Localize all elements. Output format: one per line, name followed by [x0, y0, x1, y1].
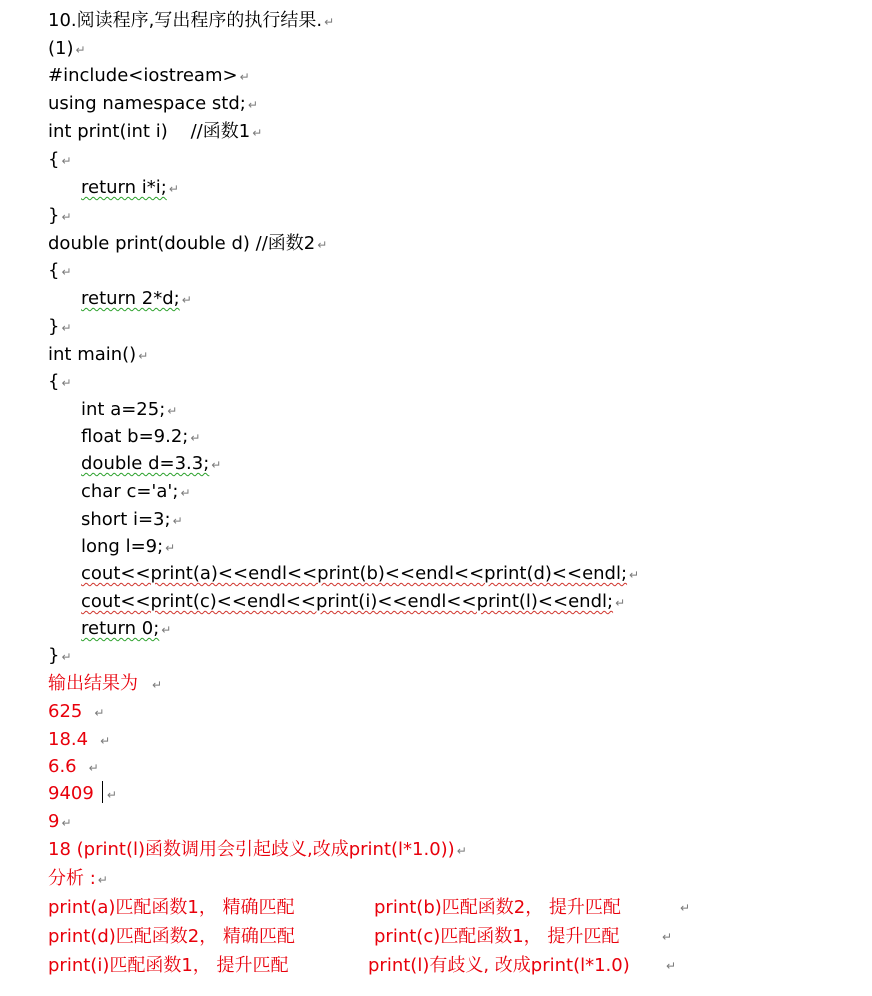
- code-line-10: } ↵: [48, 316, 72, 337]
- code-line-4: { ↵: [48, 149, 72, 170]
- output-heading: 输出结果为 ↵: [48, 673, 163, 694]
- code-line-15: double d=3.3; ↵: [81, 453, 222, 474]
- code-line-12: { ↵: [48, 371, 72, 392]
- code-line-19: cout<<print(a)<<endl<<print(b)<<endl<<print(d)<<endl; ↵: [81, 563, 640, 584]
- code-line-21: return 0; ↵: [81, 618, 172, 639]
- analysis-heading: 分析 : ↵: [48, 868, 108, 889]
- code-line-6: } ↵: [48, 205, 72, 226]
- output-result-4[interactable]: 9409 ↵: [48, 783, 117, 804]
- code-line-22: } ↵: [48, 645, 72, 666]
- output-result-1: 625 ↵: [48, 701, 105, 722]
- code-line-2: using namespace std; ↵: [48, 93, 258, 114]
- question-title: 10.阅读程序,写出程序的执行结果. ↵: [48, 10, 335, 31]
- code-line-18: long l=9; ↵: [81, 536, 176, 557]
- code-line-7: double print(double d) //函数2 ↵: [48, 233, 328, 254]
- code-line-20: cout<<print(c)<<endl<<print(i)<<endl<<print(l)<<endl; ↵: [81, 591, 626, 612]
- code-line-1: #include<iostream> ↵: [48, 65, 250, 86]
- analysis-row-3: print(i)匹配函数1， 提升匹配 print(l)有歧义, 改成print(l*1.0) ↵: [48, 955, 677, 976]
- paragraph-mark: ↵: [324, 15, 335, 29]
- output-result-6: 18 (print(l)函数调用会引起歧义,改成print(l*1.0)) ↵: [48, 839, 467, 860]
- code-line-8: { ↵: [48, 260, 72, 281]
- output-result-2: 18.4 ↵: [48, 729, 111, 750]
- code-line-11: int main() ↵: [48, 344, 149, 365]
- sub-question-label: (1) ↵: [48, 38, 86, 59]
- code-line-3: int print(int i) //函数1 ↵: [48, 121, 263, 142]
- analysis-row-2: print(d)匹配函数2， 精确匹配 print(c)匹配函数1， 提升匹配 ↵: [48, 926, 673, 947]
- analysis-row-1: print(a)匹配函数1， 精确匹配 print(b)匹配函数2， 提升匹配 ↵: [48, 897, 691, 918]
- code-line-17: short i=3; ↵: [81, 509, 183, 530]
- code-line-14: float b=9.2; ↵: [81, 426, 201, 447]
- text-cursor: [102, 781, 103, 803]
- output-result-3: 6.6 ↵: [48, 756, 99, 777]
- code-line-16: char c='a'; ↵: [81, 481, 191, 502]
- code-line-5: return i*i; ↵: [81, 177, 179, 198]
- code-line-9: return 2*d; ↵: [81, 288, 192, 309]
- code-line-13: int a=25; ↵: [81, 399, 178, 420]
- output-result-5: 9 ↵: [48, 811, 72, 832]
